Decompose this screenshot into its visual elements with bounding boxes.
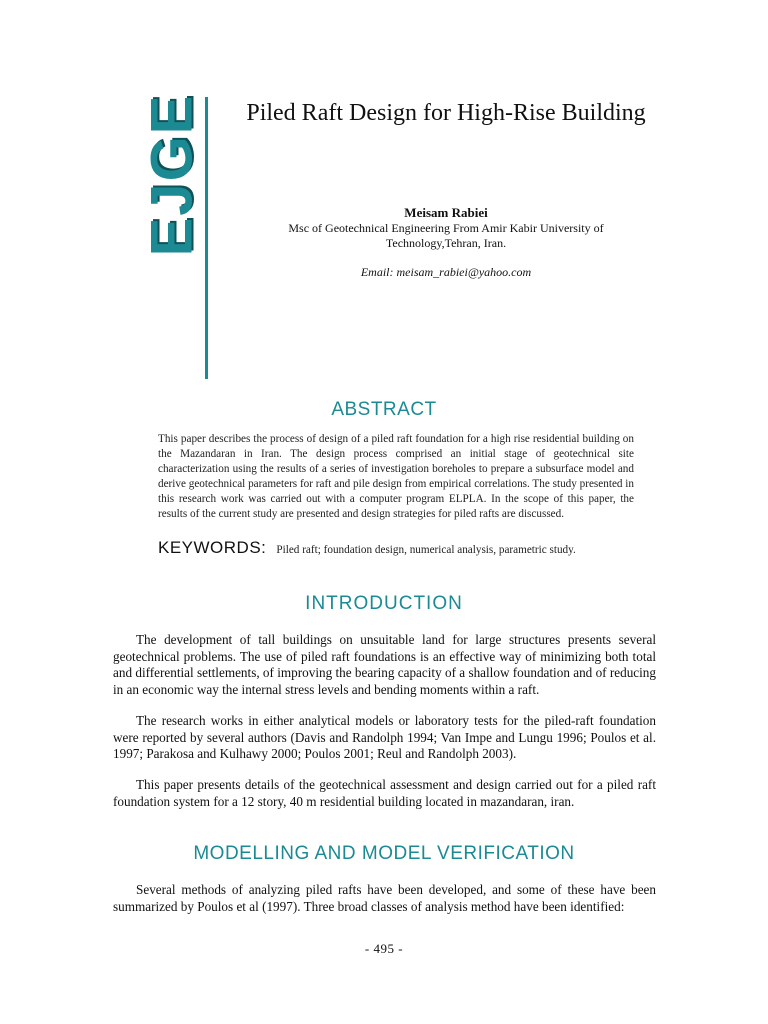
- keywords-text: Piled raft; foundation design, numerical analysis, parametric study.: [276, 544, 576, 556]
- introduction-paragraph: This paper presents details of the geotechnical assessment and design carried out for a piled raft foundation system for a 12 story, 40 m residential building located in mazandaran, iran.: [113, 777, 656, 809]
- journal-logo: [139, 93, 205, 257]
- paper-title: Piled Raft Design for High-Rise Building: [246, 100, 646, 126]
- keywords-line: [158, 538, 678, 558]
- author-email: Email: meisam_rabiei@yahoo.com: [360, 265, 532, 279]
- modelling-heading: MODELLING AND MODEL VERIFICATION: [193, 843, 575, 864]
- abstract-heading: ABSTRACT: [331, 399, 437, 420]
- introduction-heading: INTRODUCTION: [305, 593, 463, 614]
- introduction-paragraph: The development of tall buildings on unsuitable land for large structures presents several geotechnical problems. The use of piled raft foundations is an effective way of minimizing both total and differential settlements, of improving the bearing capacity of a shallow foundation and of reducing in an economic way the internal stress levels and bending moments within a raft.: [113, 632, 656, 697]
- author-name: Meisam Rabiei: [404, 205, 488, 220]
- keywords-label: KEYWORDS:: [158, 538, 267, 557]
- abstract-text: This paper describes the process of design of a piled raft foundation for a high rise residential building on the Mazandaran in Iran. The design process comprised an initial stage of geotechnical site characterization using the results of a series of investigation boreholes to prepare a subsurface model and derive geotechnical parameters for raft and pile design from empirical correlations. The study presented in this research work was carried out with a computer program ELPLA. In the scope of this paper, the results of the current study are presented and design strategies for piled rafts are discussed.: [158, 433, 635, 520]
- journal-logo-text: EJGE: [139, 93, 205, 257]
- header-divider-line: [205, 97, 208, 379]
- modelling-paragraph: Several methods of analyzing piled rafts have been developed, and some of these have been summarized by Poulos et al (1997). Three broad classes of analysis method have been identified:: [113, 882, 656, 914]
- introduction-paragraph: The research works in either analytical models or laboratory tests for the piled-raft foundation were reported by several authors (Davis and Randolph 1994; Van Impe and Lungu 1996; Poulos et al. 1997; Parakosa and Kulhawy 2000; Poulos 2001; Reul and Randolph 2003).: [113, 713, 656, 761]
- author-affiliation: Msc of Geotechnical Engineering From Amir Kabir University of Technology,Tehran, Iran.: [288, 221, 604, 250]
- page-number: - 495 -: [364, 941, 404, 956]
